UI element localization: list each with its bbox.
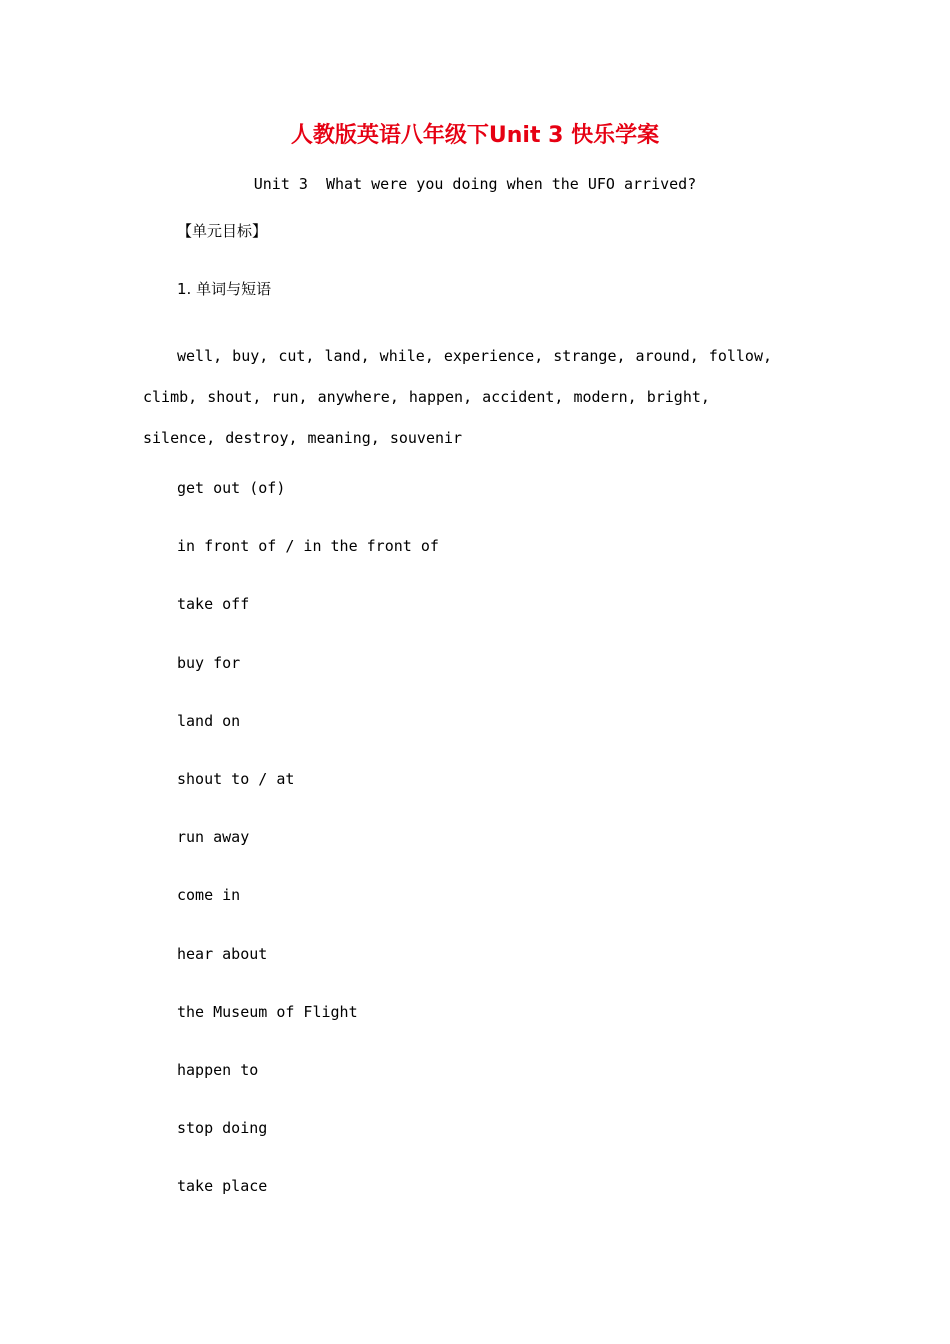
phrase-item: land on: [177, 711, 241, 730]
vocabulary-paragraph: well, buy, cut, land, while, experience, strange, around, follow, climb, shout, run, anywhere, happen, accident, modern, bright, silence, destroy, meaning, souvenir: [143, 347, 772, 447]
phrase-item: hear about: [177, 944, 268, 963]
phrase-item: happen to: [177, 1060, 259, 1079]
phrase-item: take place: [177, 1177, 268, 1196]
phrase-item: run away: [177, 828, 250, 847]
phrase-item: take off: [177, 595, 250, 614]
phrase-item: come in: [177, 886, 241, 905]
document-subtitle: Unit 3 What were you doing when the UFO arrived?: [253, 175, 697, 193]
phrase-item: shout to / at: [177, 769, 295, 788]
subsection-heading: 1. 单词与短语: [177, 280, 272, 298]
phrase-item: in front of / in the front of: [177, 537, 439, 556]
document-title: 人教版英语八年级下Unit 3 快乐学案: [290, 123, 660, 148]
section-heading: 【单元目标】: [177, 222, 268, 240]
phrase-item: get out (of): [177, 479, 286, 497]
phrase-item: stop doing: [177, 1119, 268, 1138]
phrase-item: the Museum of Flight: [177, 1002, 358, 1021]
phrase-item: buy for: [177, 653, 241, 672]
phrase-list: [177, 477, 439, 1233]
